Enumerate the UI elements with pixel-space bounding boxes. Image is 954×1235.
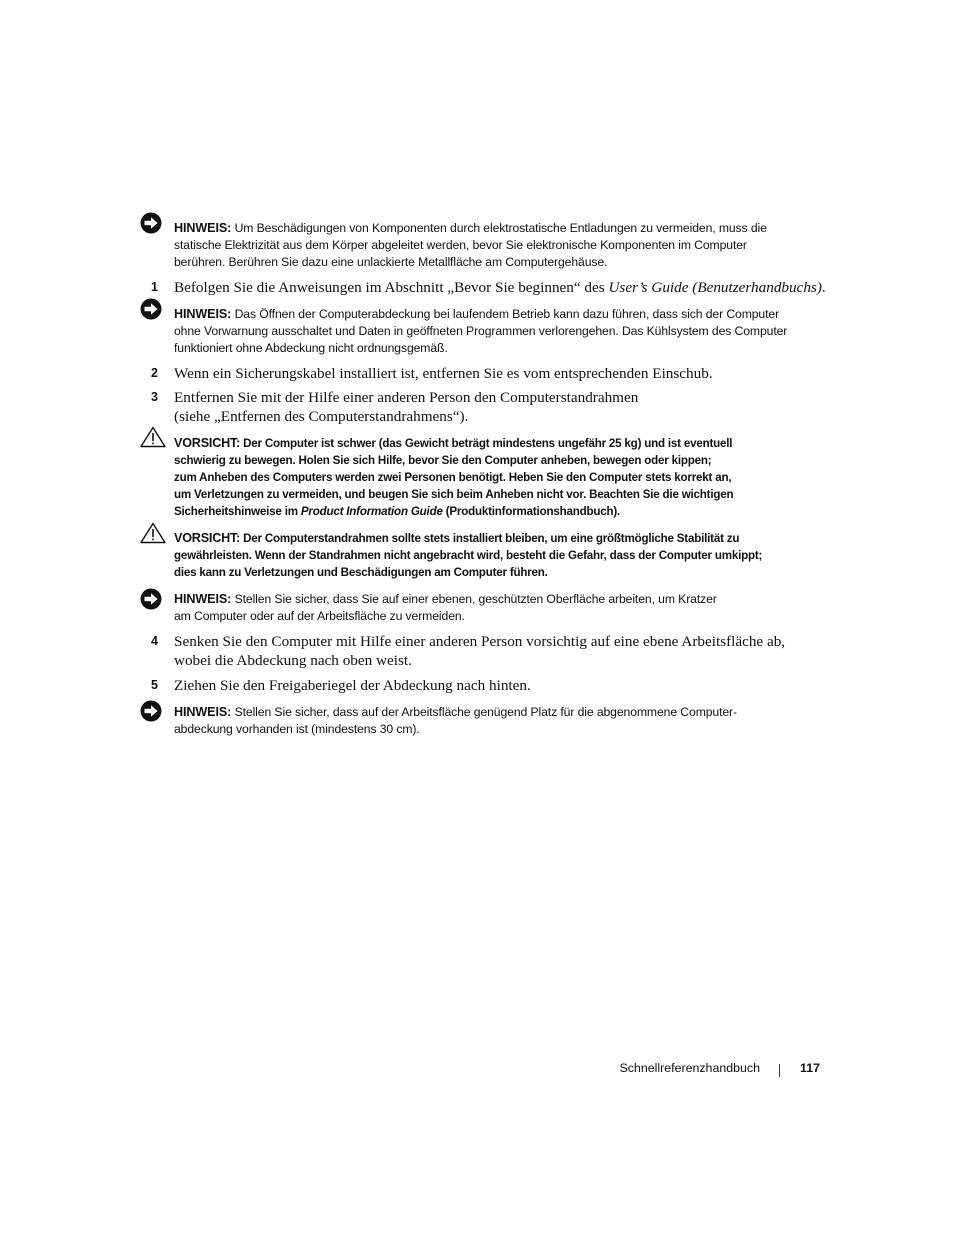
caution-text: um Verletzungen zu vermeiden, und beugen Sie sich beim Anheben nicht vor. Beachten Sie die wichtigen <box>174 488 734 501</box>
caution-triangle-icon <box>140 522 166 549</box>
step-text: (siehe „Entfernen des Computerstandrahmens“). <box>174 408 469 425</box>
step-5 <box>174 676 824 695</box>
step-text: wobei die Abdeckung nach oben weist. <box>174 652 412 669</box>
notice-arrow-icon <box>140 212 162 239</box>
step-number: 1 <box>151 280 158 294</box>
notice-label: HINWEIS: <box>174 705 232 719</box>
notice-label: HINWEIS: <box>174 592 232 606</box>
footer-divider <box>779 1064 780 1077</box>
caution-label: VORSICHT: <box>174 436 241 450</box>
caution-label: VORSICHT: <box>174 531 241 545</box>
notice-text: Stellen Sie sicher, dass auf der Arbeitsfläche genügend Platz für die abgenommene Computer- <box>234 705 737 719</box>
notice-label: HINWEIS: <box>174 221 232 235</box>
step-number: 2 <box>151 366 158 380</box>
notice-block <box>174 591 824 625</box>
caution-text: Der Computer ist schwer (das Gewicht beträgt mindestens ungefähr 25 kg) und ist eventuell <box>243 437 733 450</box>
notice-text: ohne Vorwarnung ausschaltet und Daten in geöffneten Programmen verlorengehen. Das Kühlsystem des Computer <box>174 324 788 338</box>
notice-text: abdeckung vorhanden ist (mindestens 30 cm). <box>174 722 420 736</box>
page-number: 117 <box>800 1061 820 1075</box>
notice-arrow-icon <box>140 298 162 325</box>
notice-text: Das Öffnen der Computerabdeckung bei laufendem Betrieb kann dazu führen, dass sich der Computer <box>234 307 780 321</box>
notice-arrow-icon <box>140 700 162 727</box>
step-text: Wenn ein Sicherungskabel installiert ist, entfernen Sie es vom entsprechenden Einschub. <box>174 365 713 382</box>
step-3 <box>174 388 824 426</box>
caution-triangle-icon <box>140 426 166 453</box>
page-footer <box>560 1061 822 1079</box>
notice-label: HINWEIS: <box>174 307 232 321</box>
caution-block <box>174 530 824 581</box>
step-1 <box>174 278 824 297</box>
step-text: Befolgen Sie die Anweisungen im Abschnitt „Bevor Sie beginnen“ des <box>174 279 609 296</box>
notice-text: funktioniert ohne Abdeckung nicht ordnungsgemäß. <box>174 341 448 355</box>
notice-block <box>174 220 824 271</box>
notice-arrow-icon <box>140 588 162 615</box>
caution-text: Sicherheitshinweise im <box>174 505 301 518</box>
step-number: 5 <box>151 678 158 692</box>
caution-text: schwierig zu bewegen. Holen Sie sich Hilfe, bevor Sie den Computer anheben, bewegen oder kippen; <box>174 454 712 467</box>
step-text-suffix: . <box>821 279 826 296</box>
users-guide-reference: User’s Guide (Benutzerhandbuchs) <box>608 279 822 296</box>
notice-text: Stellen Sie sicher, dass Sie auf einer ebenen, geschützten Oberfläche arbeiten, um Kratzer <box>234 592 717 606</box>
caution-text: Der Computerstandrahmen sollte stets installiert bleiben, um eine größtmögliche Stabilität zu <box>243 532 740 545</box>
step-number: 3 <box>151 390 158 404</box>
step-text: Ziehen Sie den Freigaberiegel der Abdeckung nach hinten. <box>174 677 531 694</box>
step-text: Entfernen Sie mit der Hilfe einer anderen Person den Computerstandrahmen <box>174 389 639 406</box>
notice-text: Um Beschädigungen von Komponenten durch elektrostatische Entladungen zu vermeiden, muss die <box>234 221 767 235</box>
step-2 <box>174 364 824 383</box>
caution-text: (Produktinformationshandbuch). <box>442 505 621 518</box>
footer-title: Schnellreferenzhandbuch <box>619 1061 760 1075</box>
notice-text: am Computer oder auf der Arbeitsfläche zu vermeiden. <box>174 609 465 623</box>
product-info-guide-reference: Product Information Guide <box>300 505 443 518</box>
step-4 <box>174 632 824 670</box>
caution-block <box>174 435 824 520</box>
caution-text: gewährleisten. Wenn der Standrahmen nicht angebracht wird, besteht die Gefahr, dass der Computer umkippt; <box>174 549 763 562</box>
notice-block <box>174 704 824 738</box>
notice-block <box>174 306 824 357</box>
notice-text: statische Elektrizität aus dem Körper abgeleitet werden, bevor Sie elektronische Komponenten im Computer <box>174 238 747 252</box>
notice-text: berühren. Berühren Sie dazu eine unlackierte Metallfläche am Computergehäuse. <box>174 255 608 269</box>
caution-text: dies kann zu Verletzungen und Beschädigungen am Computer führen. <box>174 566 548 579</box>
caution-text: zum Anheben des Computers werden zwei Personen benötigt. Heben Sie den Computer stets korrekt an, <box>174 471 732 484</box>
step-number: 4 <box>151 634 158 648</box>
step-text: Senken Sie den Computer mit Hilfe einer anderen Person vorsichtig auf eine ebene Arbeitsfläche ab, <box>174 633 786 650</box>
